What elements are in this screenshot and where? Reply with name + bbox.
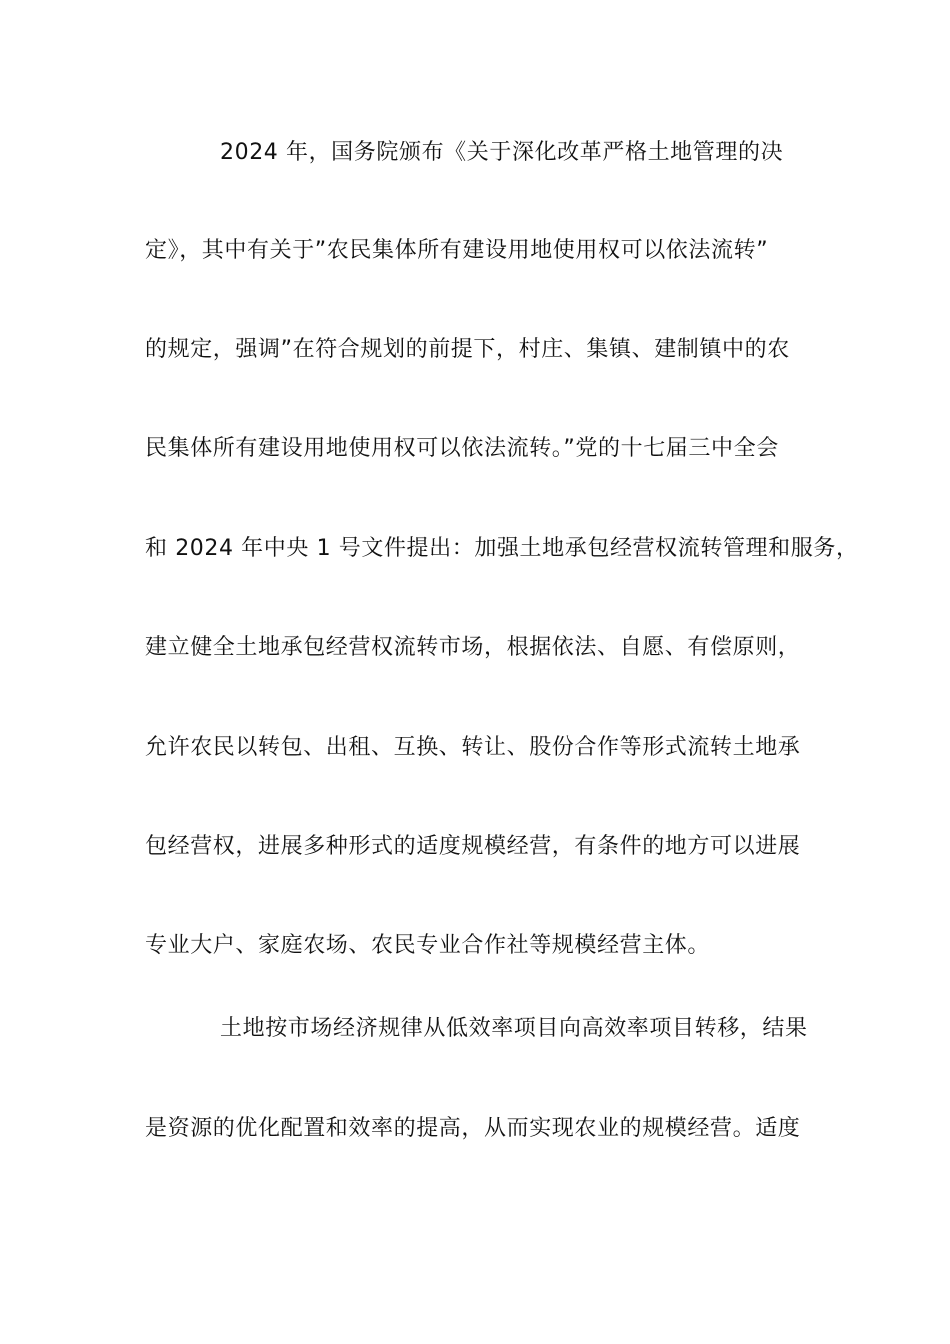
paragraph-1-line-8: 包经营权，进展多种形式的适度规模经营，有条件的地方可以进展 [145,834,801,859]
paragraph-1-line-9: 专业大户、家庭农场、农民专业合作社等规模经营主体。 [145,933,711,958]
paragraph-2-line-1: 土地按市场经济规律从低效率项目向高效率项目转移，结果 [220,1016,808,1041]
paragraph-1-line-1: 2024 年，国务院颁布《关于深化改革严格土地管理的决 [220,140,784,165]
paragraph-1-line-5: 和 2024 年中央 1 号文件提出：加强土地承包经营权流转管理和服务， [145,536,859,561]
paragraph-1-line-4: 民集体所有建设用地使用权可以依法流转。”党的十七届三中全会 [145,436,779,461]
paragraph-1-line-2: 定》，其中有关于”农民集体所有建设用地使用权可以依法流转” [145,238,769,263]
paragraph-2-line-2: 是资源的优化配置和效率的提高，从而实现农业的规模经营。适度 [145,1116,801,1141]
paragraph-1-line-6: 建立健全土地承包经营权流转市场，根据依法、自愿、有偿原则， [145,635,801,660]
paragraph-1-line-3: 的规定，强调”在符合规划的前提下，村庄、集镇、建制镇中的农 [145,337,790,362]
paragraph-1-line-7: 允许农民以转包、出租、互换、转让、股份合作等形式流转土地承 [145,735,801,760]
